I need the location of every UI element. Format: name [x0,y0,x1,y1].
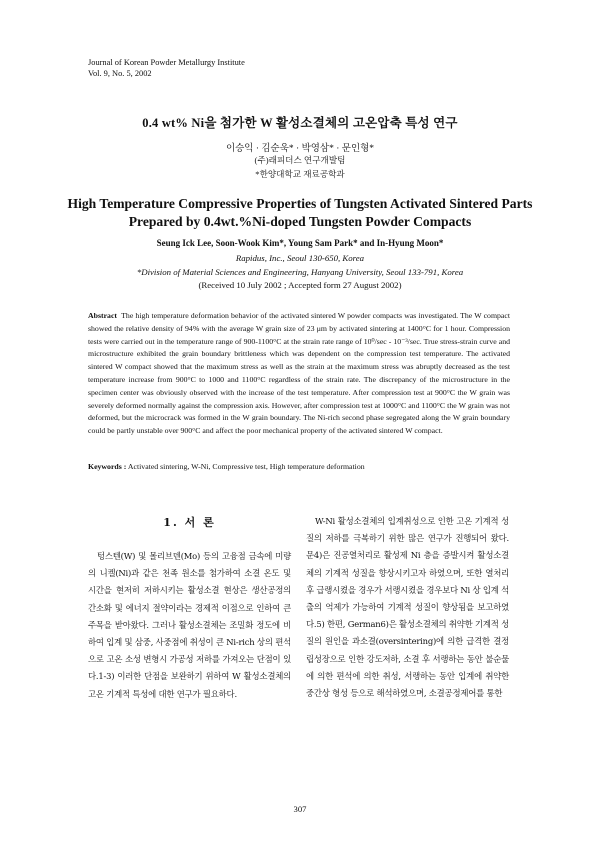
left-column [88,548,291,703]
korean-affiliation-1: (주)래피더스 연구개발팀 [254,155,346,165]
journal-name: Journal of Korean Powder Metallurgy Institute [88,58,245,67]
right-column-text: W-Ni 활성소결체의 입계취성으로 인한 고온 기계적 성질의 저하를 극복하기 위한 많은 연구가 진행되어 왔다. 문4)은 진공열처리로 활성제 Ni 층을 증발시켜 활성소결체의 기계적 성질을 향상시키고자 하였으며, 또한 열처리 후 급랭시켰을 경우가 서랭시켰을 경우보다 Ni 상 입계 석출의 억제가 가능하여 기계적 성질이 향상됨을 보고하였다.5) 한편, German6)은 활성소결체의 취약한 기계적 성질의 원인을 과소결(oversintering)에 의한 급격한 결정립성장으로 인한 강도저하, 소결 후 서랭하는 동안 불순물에 의한 편석에 의한 취성, 서랭하는 동안 입계에 취약한 중간상 형성 등으로 해석하였으며, 소결공정제어를 통한 [306,516,510,699]
abstract-text: The high temperature deformation behavior of the activated sintered W powder compacts was investigated. The W compact showed the relative density of 94% with the average W grain size of 23 μm by activated sintering at 1400°C for 1 hour. Compression tests were carried out in the temperature range of 900-1100°C at the strain rate range of 10⁰/sec - 10⁻³/sec. True stress-strain curve and microstructure exhibited the grain boundary brittleness which was dependent on the compression test temperature. The activated sintered W compact showed that the maximum stress as well as the strain at the maximum stress was abruptly decreased as the test temperature increase from 900°C to 1000 and 1100°C regardless of the strain rate. The discrepancy of the microstructure in the specimen center was obviously observed with the increase of the test temperature. After compression test at 900°C the W grain was severely deformed normally against the compression axis. However, after compression test at 1000°C and 1100°C the W grain was not deformed, but the microcrack was formed in the W grain boundary. The Ni-rich second phase segregated along the W grain boundary could be partly unstable over 900°C and affect the poor mechanical property of the activated sintered W compact. [88,311,510,436]
right-column [306,513,509,702]
received-dates: (Received 10 July 2002 ; Accepted form 27 August 2002) [198,280,402,290]
abstract [88,310,510,438]
korean-title: 0.4 wt% Ni을 첨가한 W 활성소결체의 고온압축 특성 연구 [142,116,458,130]
keywords-text: Activated sintering, W-Ni, Compressive test, High temperature deformation [127,462,365,471]
english-title: High Temperature Compressive Properties of Tungsten Activated Sintered Parts Prepared by 0.4wt.%Ni-doped Tungsten Powder Compacts [67,196,533,229]
section-title-introduction: 1. 서 론 [163,516,216,529]
left-column-text: 텅스텐(W) 및 몰리브덴(Mo) 등의 고융점 금속에 미량의 니켈(Ni)과 같은 천족 원소를 첨가하여 소결 온도 및 시간을 현저히 저하시키는 활성소결 현상은 생산공정의 간소화 및 에너지 절약이라는 경제적 이점으로 인하여 큰 주목을 받아왔다. 그러나 활성소결체는 조밀화 정도에 비하여 입계 및 삼중, 사중점에 취성이 큰 Ni-rich 상의 편석으로 고온 소성 변형시 가공성 저하를 가져오는 단점이 있다.1-3) 이러한 단점을 보완하기 위하여 W 활성소결체의 고온 기계적 특성에 대한 연구가 필요하다. [88,551,291,699]
journal-issue: Vol. 9, No. 5, 2002 [88,68,152,78]
keywords-label: Keywords : [88,462,127,471]
page-number: 307 [293,804,307,814]
korean-affiliation-2: *한양대학교 재료공학과 [255,169,345,179]
keywords [88,462,510,471]
journal-header [88,58,245,79]
abstract-label: Abstract [88,311,118,320]
english-authors: Seung Ick Lee, Soon-Wook Kim*, Young Sam Park* and In-Hyung Moon* [156,238,444,248]
english-affiliation-1: Rapidus, Inc., Seoul 130-650, Korea [235,253,365,263]
english-affiliation-2: *Division of Material Sciences and Engineering, Hanyang University, Seoul 133-791, Korea [136,267,464,277]
korean-authors: 이승익 · 김순욱* · 박영삼* · 문인형* [225,144,375,154]
